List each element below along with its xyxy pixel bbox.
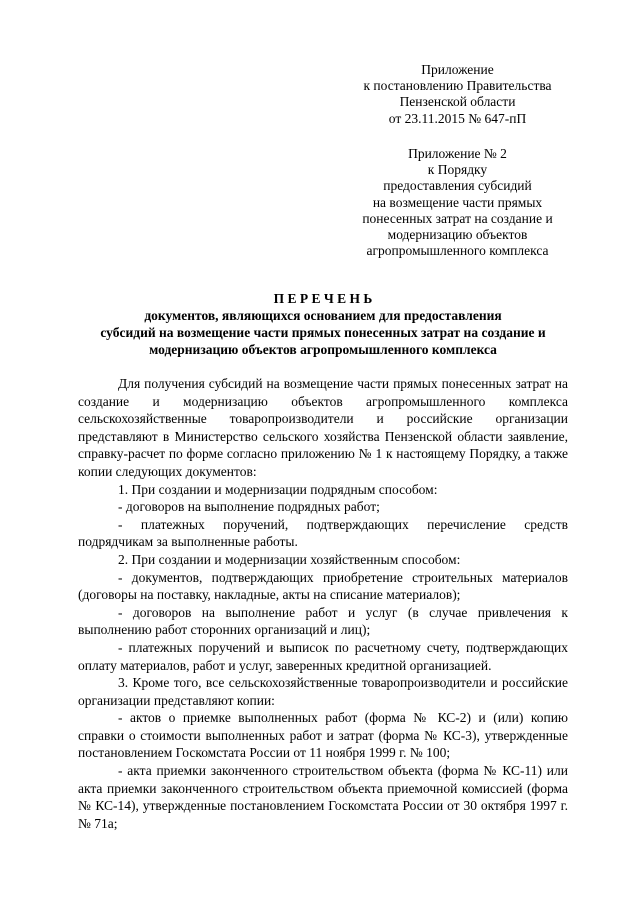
body-paragraph: 2. При создании и модернизации хозяйственным способом: — [118, 551, 461, 567]
body-paragraph: - договоров на выполнение подрядных работ; — [118, 499, 380, 515]
appendix-header-procedure — [350, 146, 565, 259]
document-title — [78, 290, 568, 358]
body-paragraph: - акта приемки законченного строительством объекта (форма № КС-11) или акта приемки законченного строительством объекта приемочной комиссией (форма № КС-14), утвержденные постановлением Госкомстата России от 30 октября 1997 г. № 71а; — [78, 763, 568, 831]
body-paragraph: 3. Кроме того, все сельскохозяйственные товаропроизводители и российские организации представляют копии: — [78, 675, 568, 708]
appendix-line: Пензенской области — [399, 94, 516, 110]
appendix-line: агропромышленного комплекса — [366, 243, 549, 259]
body-paragraph: - платежных поручений, подтверждающих перечисление средств подрядчикам за выполненные работы. — [78, 516, 568, 550]
document-body — [78, 375, 568, 832]
title-heading: П Е Р Е Ч Е Н Ь — [273, 291, 373, 306]
body-paragraph: Для получения субсидий на возмещение части прямых понесенных затрат на создание и модернизацию объектов агропромышленного комплекса сельскохозяйственные товаропроизводители и российские организации представляют в Министерство сельского хозяйства Пензенской области заявление, справку-расчет по форме согласно приложению № 1 к настоящему Порядку, а также копии следующих документов: — [78, 376, 568, 479]
title-line: модернизацию объектов агропромышленного комплекса — [149, 342, 497, 357]
appendix-line: к Порядку — [427, 162, 488, 178]
body-paragraph: - документов, подтверждающих приобретение строительных материалов (договоры на поставку, накладные, акты на списание материалов); — [78, 569, 568, 603]
body-paragraph: - договоров на выполнение работ и услуг (в случае привлечения к выполнению работ сторонних организаций и лиц); — [78, 604, 568, 638]
appendix-line: предоставления субсидий — [383, 178, 532, 194]
appendix-line: понесенных затрат на создание и — [362, 210, 553, 226]
appendix-line: Приложение — [421, 62, 494, 77]
body-paragraph: - платежных поручений и выписок по расчетному счету, подтверждающих оплату материалов, работ и услуг, заверенных кредитной организацией. — [78, 639, 568, 673]
body-paragraph: 1. При создании и модернизации подрядным способом: — [118, 481, 438, 497]
body-paragraph: - актов о приемке выполненных работ (форма № КС-2) и (или) копию справки о стоимости выполненных работ и затрат (форма № КС-3), утвержденные постановлением Госкомстата России от 11 ноября 1999 г. № 100; — [78, 710, 568, 761]
appendix-line: Приложение № 2 — [408, 146, 507, 161]
appendix-header-resolution — [350, 62, 565, 127]
appendix-line: модернизацию объектов — [387, 227, 528, 243]
title-line: субсидий на возмещение части прямых понесенных затрат на создание и — [100, 325, 546, 340]
appendix-line: к постановлению Правительства — [363, 78, 552, 94]
appendix-line: от 23.11.2015 № 647-пП — [388, 110, 527, 126]
title-line: документов, являющихся основанием для предоставления — [144, 308, 502, 323]
appendix-line: на возмещение части прямых — [372, 194, 543, 210]
